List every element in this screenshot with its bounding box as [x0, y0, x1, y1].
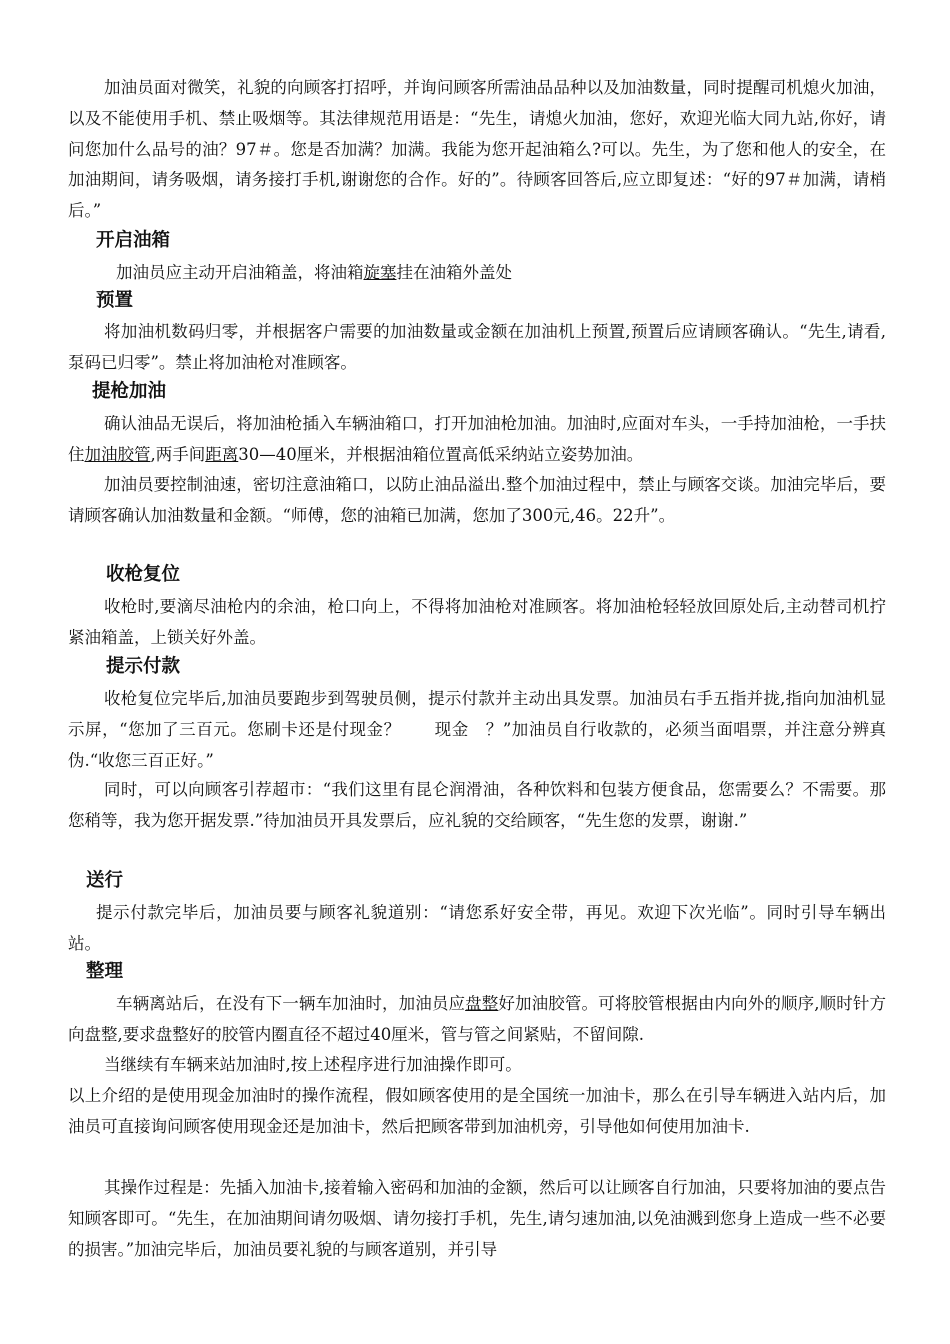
heading-preset: 预置 [96, 290, 134, 311]
preset-paragraph: 将加油机数码归零，并根据客户需要的加油数量或金额在加油机上预置,预置后应请顾客确认。“先生,请看,泵码已归零”。禁止将加油枪对准顾客。 [68, 322, 886, 372]
heading-pay: 提示付款 [106, 656, 181, 677]
rotary-plug-link: 旋塞 [363, 263, 397, 282]
tidy-paragraph [68, 989, 886, 1051]
heading-open-tank: 开启油箱 [96, 230, 171, 251]
tidy-text-a: 车辆离站后，在没有下一辆车加油时，加油员应 [116, 994, 466, 1013]
heading-farewell: 送行 [86, 870, 124, 891]
farewell-paragraph: 提示付款完毕后，加油员要与顾客礼貌道别：“请您系好安全带，再见。欢迎下次光临”。同时引导车辆出站。 [68, 903, 886, 953]
nozzle-text-b: ,两手间 [150, 444, 206, 464]
heading-tidy: 整理 [86, 961, 124, 982]
nozzle-paragraph-1 [68, 409, 886, 471]
pay-paragraph-2: 同时，可以向顾客引荐超市：“我们这里有昆仑润滑油，各种饮料和包装方便食品，您需要么？不需要。那您稍等，我为您开据发票.”待加油员开具发票后，应礼貌的交给顾客，“先生您的发票，谢谢.” [68, 780, 886, 830]
continue-paragraph: 当继续有车辆来站加油时,按上述程序进行加油操作即可。 [104, 1055, 522, 1074]
pay-paragraph-1: 收枪复位完毕后,加油员要跑步到驾驶员侧，提示付款并主动出具发票。加油员右手五指并拢,指向加油机显示屏，“您加了三百元。您刷卡还是付现金？ 现金 ？”加油员自行收款的，必须当面唱票，并注意分辨真伪.“收您三百正好。” [68, 689, 886, 770]
nozzle-text-c: 30—40厘米，并根据油箱位置高低采纳站立姿势加油。 [238, 444, 644, 464]
distance-term: 距离 [205, 444, 239, 464]
card-ops-paragraph: 其操作过程是：先插入加油卡,接着输入密码和加油的金额，然后可以让顾客自行加油，只要将加油的要点告知顾客即可。“先生，在加油期间请勿吸烟、请勿接打手机，先生,请匀速加油,以免油溅到您身上造成一些不必要的损害。”加油完毕后，加油员要礼貌的与顾客道别，并引导 [68, 1178, 886, 1259]
open-tank-text-a: 加油员应主动开启油箱盖，将油箱 [116, 263, 364, 282]
nozzle-text-a: 确认油品无误后，将加油枪插入车辆油箱口，打开加油枪加油。加油时,应面对车头，一手持加油枪，一手扶住 [68, 414, 886, 464]
nozzle-paragraph-2: 加油员要控制油速，密切注意油箱口，以防止油品溢出.整个加油过程中，禁止与顾客交谈。加油完毕后，要请顾客确认加油数量和金额。“师傅，您的油箱已加满，您加了300元,46。22升”。 [68, 475, 886, 525]
card-intro-paragraph: 以上介绍的是使用现金加油时的操作流程，假如顾客使用的是全国统一加油卡，那么在引导车辆进入站内后，加油员可直接询问顾客使用现金还是加油卡，然后把顾客带到加油机旁，引导他如何使用加油卡. [68, 1086, 886, 1136]
heading-reset: 收枪复位 [106, 564, 181, 585]
heading-nozzle: 提枪加油 [92, 381, 167, 402]
fuel-hose-term: 加油胶管 [84, 444, 151, 464]
open-tank-text-b: 挂在油箱外盖处 [396, 263, 512, 282]
coil-term: 盘整 [465, 994, 499, 1013]
reset-paragraph: 收枪时,要滴尽油枪内的余油，枪口向上，不得将加油枪对准顾客。将加油枪轻轻放回原处后,主动替司机拧紧油箱盖，上锁关好外盖。 [68, 597, 886, 647]
tidy-text-b: 好加油胶管。可将胶管根据由内向外的顺序,顺时针方向盘整,要求盘整好的胶管内圈直径不超过40厘米，管与管之间紧贴，不留间隙. [68, 994, 886, 1044]
open-tank-paragraph [68, 258, 886, 289]
intro-paragraph: 加油员面对微笑，礼貌的向顾客打招呼，并询问顾客所需油品品种以及加油数量，同时提醒司机熄火加油，以及不能使用手机、禁止吸烟等。其法律规范用语是：“先生，请熄火加油，您好，欢迎光临大同九站,你好，请问您加什么品号的油？97＃。您是否加满？加满。我能为您开起油箱么?可以。先生，为了您和他人的安全，在加油期间，请务吸烟，请务接打手机,谢谢您的合作。好的”。待顾客回答后,应立即复述：“好的97＃加满，请梢后。” [68, 78, 886, 221]
